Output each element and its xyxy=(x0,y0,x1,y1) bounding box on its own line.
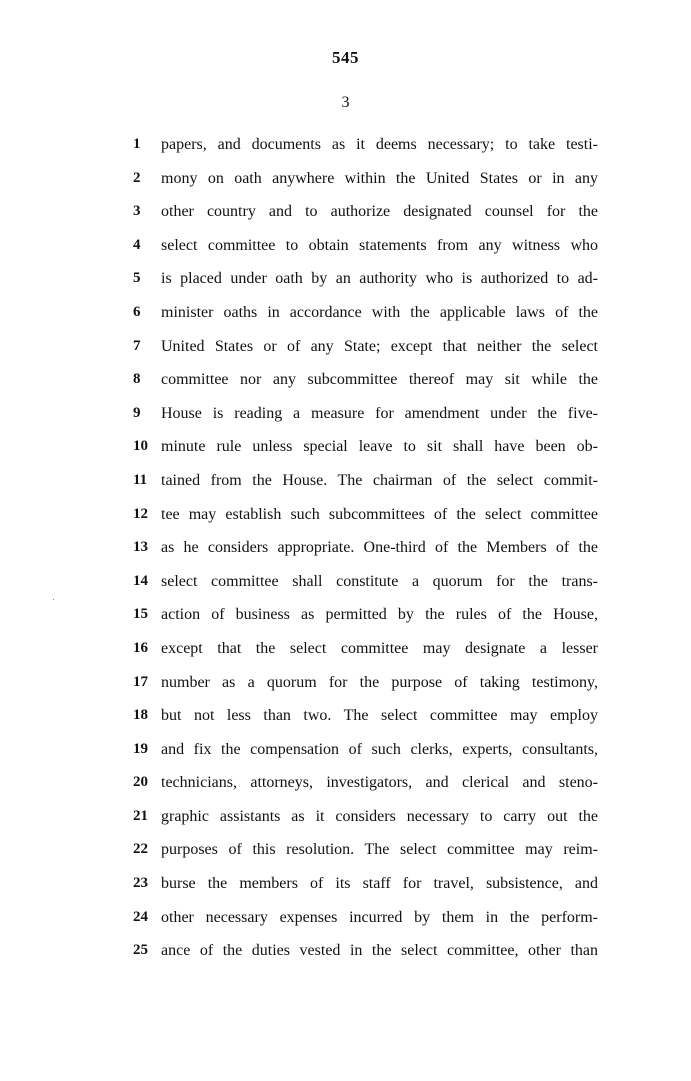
line-number: 7 xyxy=(133,337,141,354)
line-text: select committee to obtain statements from any witness who xyxy=(161,236,598,254)
line-text: minister oaths in accordance with the applicable laws of the xyxy=(161,303,598,321)
line-text: purposes of this resolution. The select committee may reim- xyxy=(161,841,598,859)
text-line xyxy=(133,906,598,940)
line-number: 11 xyxy=(133,471,148,488)
line-text: number as a quorum for the purpose of taking testimony, xyxy=(161,673,598,691)
text-line xyxy=(133,200,598,234)
line-number: 24 xyxy=(133,908,148,925)
line-text: committee nor any subcommittee thereof may sit while the xyxy=(161,371,598,389)
text-line xyxy=(133,704,598,738)
line-text: papers, and documents as it deems necessary; to take testi- xyxy=(161,136,598,153)
line-number: 16 xyxy=(133,639,148,656)
line-number: 2 xyxy=(133,169,141,186)
line-text: select committee shall constitute a quorum for the trans- xyxy=(161,572,598,590)
text-line xyxy=(133,637,598,671)
text-line xyxy=(133,671,598,705)
section-number: 3 xyxy=(341,94,350,111)
line-text: but not less than two. The select committee may employ xyxy=(161,707,598,725)
line-number: 17 xyxy=(133,673,148,690)
text-line xyxy=(133,603,598,637)
line-number: 19 xyxy=(133,740,148,757)
line-text: as he considers appropriate. One-third of the Members of the xyxy=(161,539,598,557)
line-number: 1 xyxy=(133,136,141,152)
line-number: 10 xyxy=(133,438,148,455)
text-line xyxy=(133,267,598,301)
numbered-text-body xyxy=(133,133,598,973)
text-line xyxy=(133,368,598,402)
text-line xyxy=(133,872,598,906)
text-line xyxy=(133,435,598,469)
line-text: technicians, attorneys, investigators, and clerical and steno- xyxy=(161,774,598,792)
text-line xyxy=(133,335,598,369)
line-number: 8 xyxy=(133,371,141,388)
text-line xyxy=(133,234,598,268)
text-line xyxy=(133,469,598,503)
line-text: tained from the House. The chairman of the select commit- xyxy=(161,471,598,489)
line-text: ance of the duties vested in the select committee, other than xyxy=(161,942,598,960)
line-text: is placed under oath by an authority who is authorized to ad- xyxy=(161,270,598,288)
line-text: minute rule unless special leave to sit shall have been ob- xyxy=(161,438,598,456)
line-number: 25 xyxy=(133,942,148,959)
line-number: 13 xyxy=(133,539,148,556)
line-number: 5 xyxy=(133,270,141,287)
text-line xyxy=(133,301,598,335)
line-text: except that the select committee may designate a lesser xyxy=(161,639,598,657)
text-line xyxy=(133,133,598,167)
line-number: 21 xyxy=(133,807,148,824)
text-line xyxy=(133,738,598,772)
text-line xyxy=(133,939,598,973)
text-line xyxy=(133,503,598,537)
line-number: 12 xyxy=(133,505,148,522)
text-line xyxy=(133,536,598,570)
line-number: 22 xyxy=(133,841,148,858)
line-text: mony on oath anywhere within the United States or in any xyxy=(161,169,598,187)
text-line xyxy=(133,402,598,436)
text-line xyxy=(133,167,598,201)
text-line xyxy=(133,570,598,604)
line-text: United States or of any State; except that neither the select xyxy=(161,337,598,355)
text-line xyxy=(133,805,598,839)
line-number: 23 xyxy=(133,875,148,892)
line-number: 4 xyxy=(133,236,141,253)
line-number: 6 xyxy=(133,303,141,320)
line-text: graphic assistants as it considers necessary to carry out the xyxy=(161,807,598,825)
line-text: burse the members of its staff for travel, subsistence, and xyxy=(161,875,598,893)
page-number: 545 xyxy=(332,48,359,67)
line-number: 20 xyxy=(133,774,148,791)
line-text: and fix the compensation of such clerks, experts, consultants, xyxy=(161,740,598,758)
line-number: 15 xyxy=(133,606,148,623)
scan-speck xyxy=(53,599,54,600)
line-number: 18 xyxy=(133,707,148,724)
line-number: 3 xyxy=(133,203,141,220)
line-text: House is reading a measure for amendment under the five- xyxy=(161,404,598,422)
line-text: other necessary expenses incurred by them in the perform- xyxy=(161,908,598,926)
line-number: 9 xyxy=(133,404,141,421)
text-line xyxy=(133,838,598,872)
line-text: tee may establish such subcommittees of the select committee xyxy=(161,505,598,523)
line-text: other country and to authorize designated counsel for the xyxy=(161,203,598,221)
text-line xyxy=(133,771,598,805)
line-number: 14 xyxy=(133,572,148,589)
line-text: action of business as permitted by the rules of the House, xyxy=(161,606,598,624)
